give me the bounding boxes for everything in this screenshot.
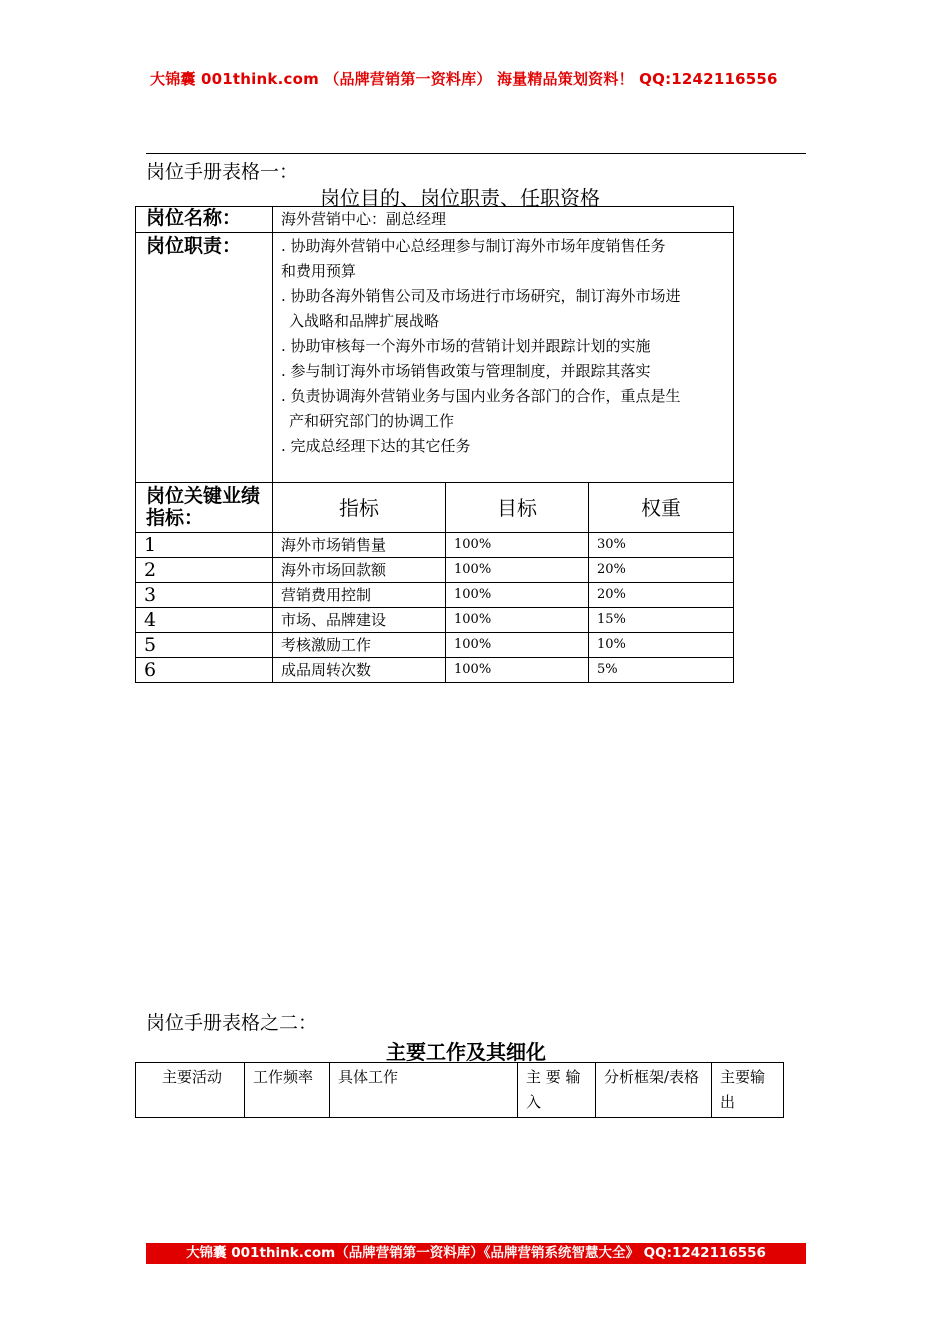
job-name-value: 海外营销中心：副总经理 <box>273 207 734 233</box>
header-main-activity: 主要活动 <box>136 1063 245 1118</box>
work-header-row <box>136 1063 784 1118</box>
duty-5-cont: 产和研究部门的协调工作 <box>289 412 455 430</box>
header-specific-work: 具体工作 <box>330 1063 518 1118</box>
kpi-label: 岗位关键业绩指标： <box>136 483 273 533</box>
kpi-no: 3 <box>136 583 273 608</box>
duty-2: . 协助各海外销售公司及市场进行市场研究，制订海外市场进 <box>281 287 681 305</box>
footer-banner: 大锦囊 001think.com（品牌营销第一资料库）《品牌营销系统智慧大全》 QQ:1242116556 <box>146 1243 806 1264</box>
header-analysis-framework: 分析框架/表格 <box>596 1063 712 1118</box>
kpi-header-weight: 权重 <box>589 483 734 533</box>
kpi-no: 5 <box>136 633 273 658</box>
duty-1: . 协助海外营销中心总经理参与制订海外市场年度销售任务 <box>281 237 666 255</box>
kpi-target: 100% <box>446 533 589 558</box>
duty-2-cont: 入战略和品牌扩展战略 <box>289 312 440 330</box>
kpi-header-indicator: 指标 <box>273 483 446 533</box>
kpi-header-target: 目标 <box>446 483 589 533</box>
kpi-target: 100% <box>446 608 589 633</box>
kpi-target: 100% <box>446 633 589 658</box>
kpi-indicator: 市场、品牌建设 <box>273 608 446 633</box>
work-table <box>135 1062 784 1118</box>
kpi-indicator: 海外市场回款额 <box>273 558 446 583</box>
kpi-no: 6 <box>136 658 273 683</box>
kpi-header-row <box>136 483 734 533</box>
job-name-row <box>136 207 734 233</box>
job-table <box>135 206 734 683</box>
kpi-row <box>136 608 734 633</box>
kpi-weight: 20% <box>589 558 734 583</box>
kpi-no: 2 <box>136 558 273 583</box>
duty-4: . 参与制订海外市场销售政策与管理制度，并跟踪其落实 <box>281 362 651 380</box>
duties-label: 岗位职责： <box>136 233 273 483</box>
kpi-row <box>136 658 734 683</box>
header-divider <box>146 153 806 154</box>
section1-caption: 岗位手册表格一： <box>146 161 299 183</box>
header-frequency: 工作频率 <box>245 1063 330 1118</box>
kpi-indicator: 考核激励工作 <box>273 633 446 658</box>
kpi-weight: 15% <box>589 608 734 633</box>
kpi-target: 100% <box>446 558 589 583</box>
kpi-row <box>136 533 734 558</box>
kpi-indicator: 成品周转次数 <box>273 658 446 683</box>
kpi-indicator: 海外市场销售量 <box>273 533 446 558</box>
duty-6: . 完成总经理下达的其它任务 <box>281 437 471 455</box>
job-name-label: 岗位名称： <box>136 207 273 233</box>
header-banner: 大锦囊 001think.com （品牌营销第一资料库） 海量精品策划资料！ QQ:1242116556 <box>150 70 778 88</box>
kpi-indicator: 营销费用控制 <box>273 583 446 608</box>
kpi-no: 1 <box>136 533 273 558</box>
kpi-row <box>136 583 734 608</box>
kpi-row <box>136 558 734 583</box>
section2-title: 主要工作及其细化 <box>386 1040 546 1064</box>
duty-5: . 负责协调海外营销业务与国内业务各部门的合作，重点是生 <box>281 387 681 405</box>
section2-caption: 岗位手册表格之二： <box>146 1012 318 1034</box>
kpi-no: 4 <box>136 608 273 633</box>
kpi-weight: 5% <box>589 658 734 683</box>
duties-list <box>273 233 734 483</box>
kpi-weight: 10% <box>589 633 734 658</box>
duty-1-cont: 和费用预算 <box>281 262 357 280</box>
duties-row <box>136 233 734 483</box>
section1-title: 岗位目的、岗位职责、任职资格 <box>320 186 600 210</box>
header-main-output: 主要输出 <box>712 1063 784 1118</box>
kpi-weight: 20% <box>589 583 734 608</box>
kpi-target: 100% <box>446 583 589 608</box>
kpi-target: 100% <box>446 658 589 683</box>
kpi-row <box>136 633 734 658</box>
duty-3: . 协助审核每一个海外市场的营销计划并跟踪计划的实施 <box>281 337 651 355</box>
kpi-weight: 30% <box>589 533 734 558</box>
header-main-input: 主 要 输 入 <box>518 1063 596 1118</box>
